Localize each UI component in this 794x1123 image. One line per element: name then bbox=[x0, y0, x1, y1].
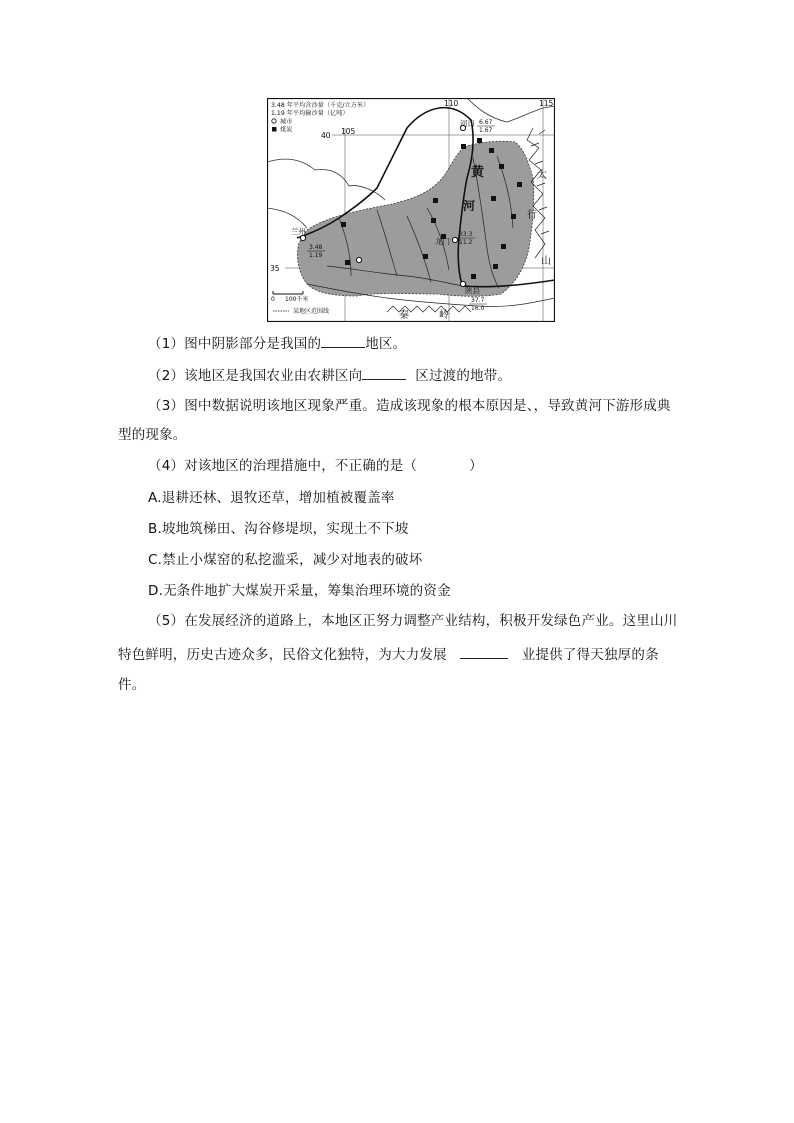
svg-text:40: 40 bbox=[321, 131, 331, 140]
svg-text:3.48: 3.48 bbox=[309, 244, 323, 251]
svg-text:33.3: 33.3 bbox=[459, 231, 473, 238]
option-b[interactable]: B.坡地筑梯田、沟谷修堤坝，实现土不下坡 bbox=[148, 521, 409, 537]
question-5-line2 bbox=[118, 647, 659, 663]
q4-text: （4）对该地区的治理措施中，不正确的是（ bbox=[148, 458, 418, 474]
svg-text:0: 0 bbox=[271, 296, 275, 303]
q5-text: 特色鲜明，历史古迹众多，民俗文化独特，为大力发展 bbox=[118, 647, 447, 663]
svg-text:100千米: 100千米 bbox=[285, 296, 309, 303]
svg-text:行: 行 bbox=[527, 210, 537, 221]
svg-text:某地区范围线: 某地区范围线 bbox=[293, 308, 330, 315]
svg-text:太: 太 bbox=[537, 170, 547, 181]
svg-text:岭: 岭 bbox=[439, 310, 449, 321]
svg-text:河口: 河口 bbox=[460, 119, 475, 128]
svg-text:1.67: 1.67 bbox=[479, 127, 493, 134]
svg-text:110: 110 bbox=[444, 99, 459, 108]
svg-text:龙门: 龙门 bbox=[435, 237, 450, 246]
option-d[interactable]: D.无条件地扩大煤炭开采量，筹集治理环境的资金 bbox=[148, 583, 451, 599]
svg-text:105: 105 bbox=[341, 127, 356, 136]
loess-plateau-map bbox=[267, 98, 555, 322]
svg-text:1.19 年平均输沙量（亿吨）: 1.19 年平均输沙量（亿吨） bbox=[271, 110, 349, 117]
q1-text-end: 地区。 bbox=[365, 336, 407, 352]
svg-text:37.7: 37.7 bbox=[471, 297, 485, 304]
svg-text:城市: 城市 bbox=[280, 118, 293, 126]
svg-text:35: 35 bbox=[270, 264, 280, 273]
svg-text:1.19: 1.19 bbox=[309, 252, 323, 259]
question-4 bbox=[148, 460, 483, 474]
q1-text: （1）图中阴影部分是我国的 bbox=[148, 336, 322, 352]
svg-text:煤炭: 煤炭 bbox=[280, 126, 293, 134]
question-3-line1: （3）图中数据说明该地区现象严重。造成该现象的根本原因是、，导致黄河下游形成典 bbox=[148, 398, 671, 414]
q2-text-end: 区过渡的地带。 bbox=[415, 368, 512, 384]
svg-text:河: 河 bbox=[463, 199, 476, 213]
svg-text:115: 115 bbox=[539, 99, 554, 108]
q1-blank[interactable] bbox=[321, 336, 365, 348]
svg-text:陕县: 陕县 bbox=[465, 286, 480, 295]
svg-text:山: 山 bbox=[541, 256, 551, 267]
option-c[interactable]: C.禁止小煤窑的私挖滥采，减少对地表的破坏 bbox=[148, 552, 423, 568]
question-5-line3: 件。 bbox=[118, 677, 146, 693]
q4-text-end: ） bbox=[469, 458, 483, 474]
svg-text:3.48 年平均含沙量（千克/立方米）: 3.48 年平均含沙量（千克/立方米） bbox=[271, 102, 370, 109]
q2-blank[interactable] bbox=[362, 368, 406, 380]
svg-text:11.2: 11.2 bbox=[459, 239, 473, 246]
question-2 bbox=[148, 368, 511, 384]
svg-text:16.0: 16.0 bbox=[471, 305, 485, 312]
q2-text: （2）该地区是我国农业由农耕区向 bbox=[148, 368, 363, 384]
question-1 bbox=[148, 336, 406, 352]
svg-text:兰州: 兰州 bbox=[291, 227, 306, 236]
svg-text:秦: 秦 bbox=[399, 310, 409, 321]
svg-text:黄: 黄 bbox=[471, 165, 485, 180]
q5-blank[interactable] bbox=[460, 647, 508, 659]
question-3-line2: 型的现象。 bbox=[118, 427, 187, 443]
option-a[interactable]: A.退耕还林、退牧还草，增加植被覆盖率 bbox=[148, 490, 395, 506]
question-5-line1: （5）在发展经济的道路上，本地区正努力调整产业结构，积极开发绿色产业。这里山川 bbox=[148, 613, 678, 629]
svg-text:6.67: 6.67 bbox=[479, 119, 493, 126]
q5-text-end: 业提供了得天独厚的条 bbox=[521, 647, 659, 663]
